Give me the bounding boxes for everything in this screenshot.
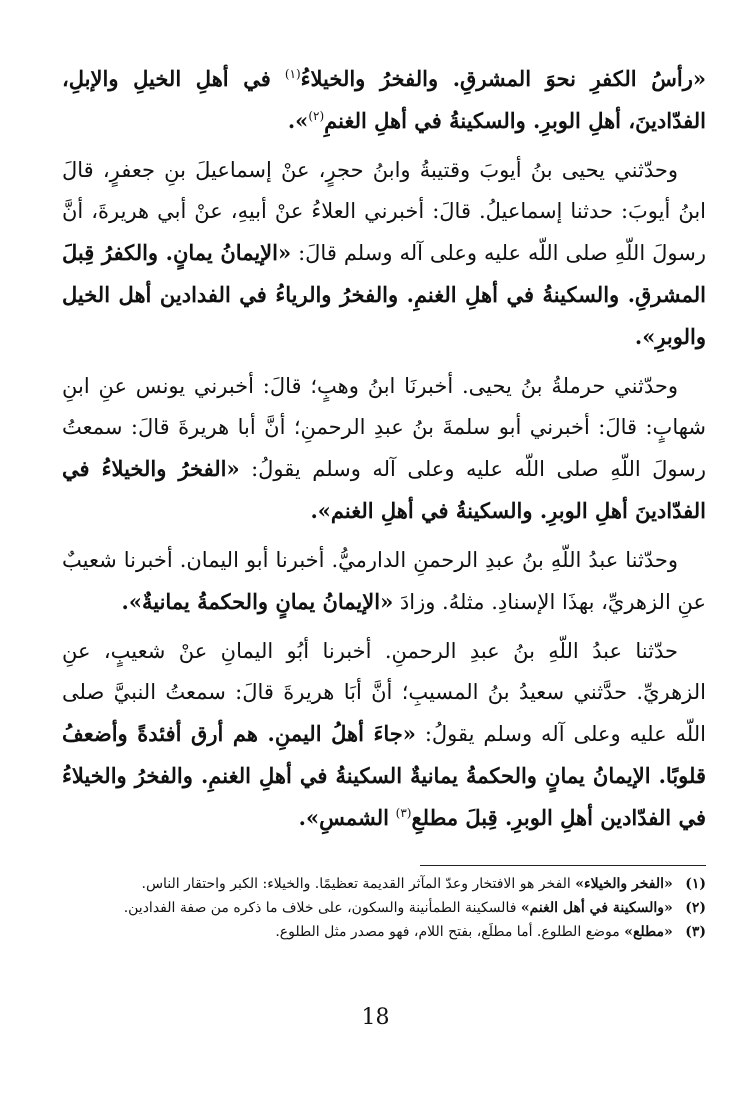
- footnote-term: «والسكينة في أهل الغنم»: [520, 900, 673, 916]
- paragraph-3: [62, 366, 706, 532]
- footnote-separator: [420, 865, 706, 866]
- footnote-ref-1: (١): [284, 67, 301, 81]
- footnote-ref-3: (٣): [395, 806, 412, 820]
- footnote-2: [62, 897, 706, 919]
- isnad-text: حدّثنا عبدُ اللّهِ بنُ عبدِ الرحمنِ. أخبرنا أبُو اليمانِ عنْ شعيبٍ، عنِ الزهريِّ. حدَّثني سعيدُ بنُ المسيبِ؛ أنَّ أبَا هريرةَ قالَ: سمعتُ النبيَّ صلى اللّه عليه وعلى آله وسلم يقولُ:: [62, 639, 706, 746]
- footnote-term: «الفخر والخيلاء»: [575, 876, 673, 892]
- isnad-text: وحدّثني يحيى بنُ أيوبَ وقتيبةُ وابنُ حجرٍ، عنْ إسماعيلَ بنِ جعفرٍ، قالَ ابنُ أيوبَ: حدثنا إسماعيلُ. قالَ: أخبرني العلاءُ عنْ أبيهِ، عنْ أبي هريرةَ، أنَّ رسولَ اللّهِ صلى اللّه عليه وعلى آله وسلم قالَ:: [62, 158, 706, 265]
- page-number: 18: [361, 1005, 390, 1030]
- page-body: [62, 58, 706, 847]
- paragraph-4: [62, 540, 706, 623]
- hadith-text: في أهلِ الخيلِ والإبلِ، الفدّادينَ، أهلِ الوبرِ. والسكينةُ في أهلِ الغنمِ: [62, 66, 706, 133]
- footnote-number: (٣): [685, 924, 706, 940]
- isnad-text: وحدّثني حرملةُ بنُ يحيى. أخبرنَا ابنُ وهبٍ؛ قالَ: أخبرني يونس عنِ ابنِ شهابٍ: قالَ: أخبرني أبو سلمةَ بنُ عبدِ الرحمنِ؛ أنَّ أبا هريرةَ قالَ: سمعتُ رسولَ اللّهِ صلى اللّه عليه وعلى آله وسلم يقولُ:: [62, 374, 707, 481]
- hadith-text: الشمسِ».: [298, 805, 389, 830]
- hadith-text-end: ».: [287, 108, 309, 133]
- hadith-text: «الفخرُ والخيلاءُ في الفدّادينَ أهلِ الوبرِ. والسكينةُ في أهلِ الغنم».: [62, 456, 706, 523]
- isnad-text: وحدّثنا عبدُ اللّهِ بنُ عبدِ الرحمنِ الدارميُّ. أخبرنا أبو اليمان. أخبرنا شعيبٌ عنِ الزهريِّ، بهذَا الإسنادِ. مثلهُ. وزادَ: [62, 548, 706, 614]
- footnote-number: (٢): [685, 900, 706, 916]
- footnote-text: فالسكينة الطمأنينة والسكون، على خلاف ما ذكره من صفة الفدادين.: [123, 900, 517, 916]
- footnotes: [62, 873, 706, 945]
- footnote-ref-2: (٢): [308, 109, 325, 123]
- hadith-text: «الإيمانُ يمانٍ. والكفرُ قِبلَ المشرقِ. والسكينةُ في أهلِ الغنمِ. والفخرُ والرياءُ في الفدادين أهل الخيل والوبرِ».: [62, 240, 706, 349]
- footnote-1: [62, 873, 706, 895]
- paragraph-2: [62, 150, 706, 358]
- footnote-number: (١): [685, 876, 706, 892]
- footnote-text: موضع الطلوع. أما مطلَع، بفتح اللام، فهو مصدر مثل الطلوع.: [275, 924, 620, 940]
- hadith-text: «جاءَ أهلُ اليمنِ. هم أرق أفئدةً وأضعفُ قلوبًا. الإيمانُ يمانٍ والحكمةُ يمانيةٌ السكينةُ في أهلِ الغنمِ. والفخرُ والخيلاءُ في الفدّادين أهلِ الوبرِ. قِبلَ مطلعِ: [62, 721, 706, 830]
- paragraph-5: [62, 631, 706, 839]
- hadith-text: «الإيمانُ يمانٍ والحكمةُ يمانيةٌ».: [121, 589, 394, 614]
- hadith-text: «رأسُ الكفرِ نحوَ المشرقِ. والفخرُ والخيلاءُ: [300, 66, 706, 91]
- footnote-text: الفخر هو الافتخار وعدّ المآثر القديمة تعظيمًا. والخيلاء: الكبر واحتقار الناس.: [141, 876, 571, 892]
- footnote-term: «مطلع»: [624, 924, 673, 940]
- paragraph-1: [62, 58, 706, 142]
- footnote-3: [62, 921, 706, 943]
